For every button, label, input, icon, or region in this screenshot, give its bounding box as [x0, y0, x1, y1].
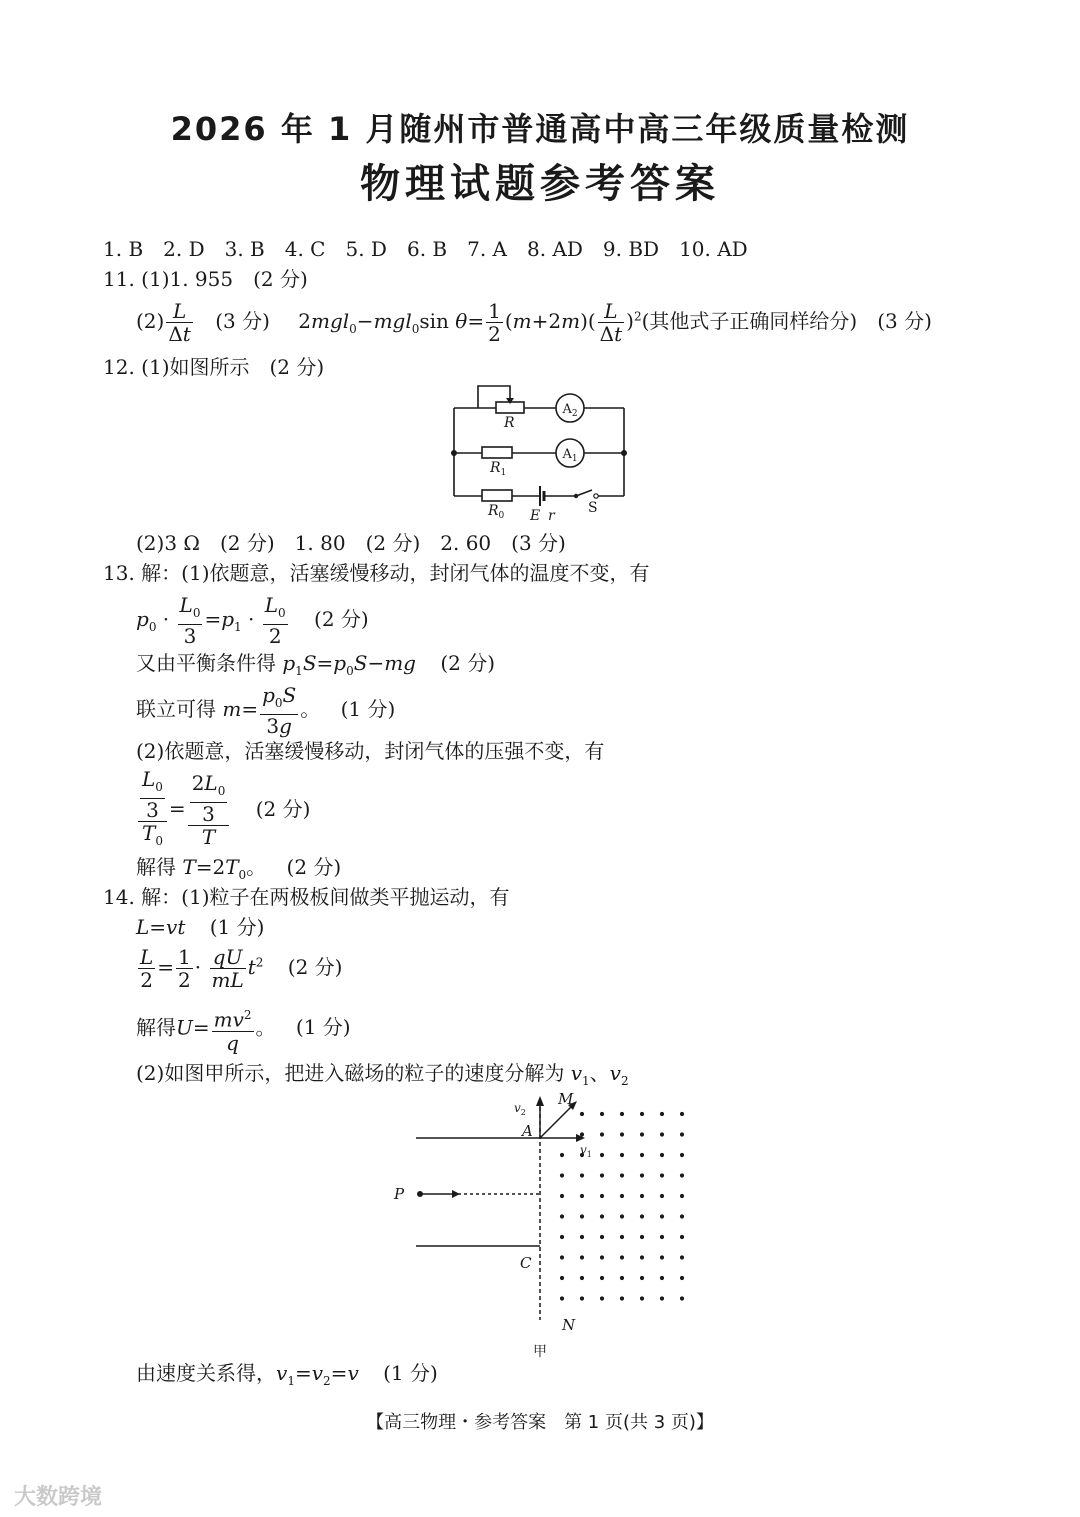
- field-dot: [640, 1112, 644, 1116]
- q11-note: (其他式子正确同样给分) (3 分): [641, 309, 932, 333]
- score: (1 分): [340, 697, 396, 721]
- resistor-r1-label: $R_1$: [490, 460, 507, 478]
- q11-equation: 2mgl$_0$−mgl$_0$sin θ= $\frac{1}{2}$ (m+2m)( $\frac{L}{\Delta t}$ )$^2$: [298, 299, 642, 346]
- field-dot: [600, 1276, 604, 1280]
- score: (1 分): [209, 915, 265, 939]
- field-dot: [600, 1296, 604, 1300]
- field-dot: [640, 1214, 644, 1218]
- q14-line1: L=vt (1 分): [136, 915, 265, 939]
- field-dot: [660, 1276, 664, 1280]
- field-dot: [600, 1214, 604, 1218]
- score: (2 分): [286, 855, 342, 879]
- field-dot: [680, 1214, 684, 1218]
- field-dot: [680, 1296, 684, 1300]
- resistor-r0-label: $R_0$: [488, 503, 505, 521]
- field-dot: [680, 1153, 684, 1157]
- field-dot: [640, 1153, 644, 1157]
- fraction: $\frac{L}{\Delta t}$: [168, 299, 191, 346]
- score: (2 分): [440, 651, 496, 675]
- field-dot: [620, 1276, 624, 1280]
- field-dot: [600, 1194, 604, 1198]
- field-dot: [640, 1132, 644, 1136]
- q14-line2: $\frac{L}{2}$ = $\frac{1}{2}$ · $\frac{qU}{mL}$ $t^2$ (2 分): [140, 945, 343, 992]
- field-dot: [600, 1255, 604, 1259]
- field-dot: [560, 1296, 564, 1300]
- watermark: 大数跨境: [14, 1485, 103, 1510]
- field-dot: [580, 1296, 584, 1300]
- field-dot: [680, 1255, 684, 1259]
- ammeter-a1-label: $A_1$: [562, 447, 578, 464]
- field-dot: [640, 1276, 644, 1280]
- field-dot: [560, 1214, 564, 1218]
- field-dot: [680, 1132, 684, 1136]
- label-n: N: [562, 1316, 576, 1334]
- q12-part2: (2)3 Ω (2 分) 1. 80 (2 分) 2. 60 (3 分): [136, 531, 566, 555]
- field-dot: [620, 1194, 624, 1198]
- figure-jia: [380, 1086, 700, 1366]
- q13-eq4: $\frac{\frac{L_0}{3}}{T_0}$ = $\frac{\frac{2L_0}{3}}{T}$ (2 分): [136, 768, 310, 852]
- field-dot: [660, 1214, 664, 1218]
- field-dot: [660, 1194, 664, 1198]
- switch-label: S: [588, 500, 598, 516]
- field-dot: [640, 1173, 644, 1177]
- q14-part2: (2)如图甲所示，把进入磁场的粒子的速度分解为 $v_1$、$v_2$: [136, 1061, 629, 1088]
- field-dot: [660, 1112, 664, 1116]
- field-dot: [620, 1132, 624, 1136]
- field-dot: [660, 1235, 664, 1239]
- rheostat-label: R: [504, 415, 515, 431]
- field-dot: [680, 1235, 684, 1239]
- field-dot: [560, 1235, 564, 1239]
- field-dot: [660, 1132, 664, 1136]
- q13-line3: 联立可得 m= $\frac{p_0S}{3g}$ 。 (1 分): [136, 683, 396, 738]
- field-dot: [620, 1153, 624, 1157]
- field-dot: [640, 1235, 644, 1239]
- field-dot: [680, 1112, 684, 1116]
- page-footer: 【高三物理・参考答案 第 1 页(共 3 页)】: [366, 1412, 714, 1433]
- field-dot: [640, 1255, 644, 1259]
- field-dot: [600, 1235, 604, 1239]
- field-dot: [620, 1112, 624, 1116]
- score: (2 分): [314, 607, 369, 631]
- resultant-velocity: [540, 1106, 572, 1138]
- field-dot: [560, 1276, 564, 1280]
- score: (1 分): [295, 1015, 351, 1040]
- field-dot: [680, 1173, 684, 1177]
- emf-label: E: [530, 508, 541, 524]
- q13-line2: 又由平衡条件得 $p_1S=p_0S-mg$ (2 分): [136, 651, 496, 678]
- field-dot: [600, 1173, 604, 1177]
- q14-last: 由速度关系得，$v_1=v_2=v$ (1 分): [136, 1361, 438, 1388]
- field-dot: [580, 1112, 584, 1116]
- field-dot: [560, 1173, 564, 1177]
- field-dot: [580, 1132, 584, 1136]
- field-dot: [620, 1255, 624, 1259]
- field-dot: [580, 1173, 584, 1177]
- field-dot: [620, 1296, 624, 1300]
- score: (1 分): [383, 1361, 438, 1385]
- field-dot: [660, 1255, 664, 1259]
- field-dot: [580, 1194, 584, 1198]
- q13-eq1: $p_0$ · $\frac{L_0}{3}$ $=p_1$ · $\frac{L_0}{2}$ (2 分): [136, 593, 369, 648]
- field-dot: [560, 1255, 564, 1259]
- label-c: C: [520, 1254, 532, 1272]
- field-dot: [680, 1276, 684, 1280]
- figure-caption: 甲: [533, 1344, 547, 1360]
- exam-title: 2026 年 1 月随州市普通高中高三年级质量检测: [170, 110, 910, 148]
- field-dot: [660, 1153, 664, 1157]
- field-dot: [620, 1214, 624, 1218]
- field-dot: [580, 1214, 584, 1218]
- q13-line5: 解得 $T=2T_0$。 (2 分): [136, 855, 342, 882]
- q14-line3: 解得U= $\frac{mv^2}{q}$ 。 (1 分): [136, 1004, 351, 1054]
- score: (2 分): [287, 955, 343, 979]
- q11-part2-label: (2): [136, 309, 165, 333]
- field-dot: [580, 1235, 584, 1239]
- internal-resistance-label: r: [548, 508, 555, 524]
- label-p: P: [394, 1185, 405, 1203]
- field-dot: [560, 1153, 564, 1157]
- field-dot: [680, 1194, 684, 1198]
- field-dot: [620, 1173, 624, 1177]
- score: (3 分): [215, 309, 270, 333]
- answer-title: 物理试题参考答案: [360, 161, 720, 207]
- score: (2 分): [255, 796, 311, 821]
- circuit-diagram: [440, 378, 640, 528]
- q11-part2: [136, 300, 932, 345]
- field-dot: [640, 1194, 644, 1198]
- field-dot: [660, 1296, 664, 1300]
- field-dot: [600, 1132, 604, 1136]
- field-dot: [660, 1173, 664, 1177]
- q11-part1: 11. (1)1. 955 (2 分): [103, 267, 308, 291]
- label-v1: $v_1$: [580, 1143, 592, 1159]
- field-dot: [580, 1276, 584, 1280]
- field-dot: [640, 1296, 644, 1300]
- label-v2: $v_2$: [514, 1101, 526, 1117]
- label-m: M: [558, 1090, 574, 1108]
- field-dot: [600, 1112, 604, 1116]
- field-dot: [580, 1255, 584, 1259]
- choice-answers: 1. B 2. D 3. B 4. C 5. D 6. B 7. A 8. AD 9. BD 10. AD: [103, 237, 748, 261]
- field-dot: [600, 1153, 604, 1157]
- label-a: A: [522, 1122, 533, 1140]
- field-dot: [620, 1235, 624, 1239]
- q12-part1: 12. (1)如图所示 (2 分): [103, 355, 325, 379]
- q13-head: 13. 解：(1)依题意，活塞缓慢移动，封闭气体的温度不变，有: [103, 561, 650, 585]
- q14-head: 14. 解：(1)粒子在两极板间做类平抛运动，有: [103, 885, 510, 909]
- field-dot: [560, 1194, 564, 1198]
- ammeter-a2-label: $A_2$: [562, 402, 578, 419]
- q13-part2: (2)依题意，活塞缓慢移动，封闭气体的压强不变，有: [136, 739, 605, 763]
